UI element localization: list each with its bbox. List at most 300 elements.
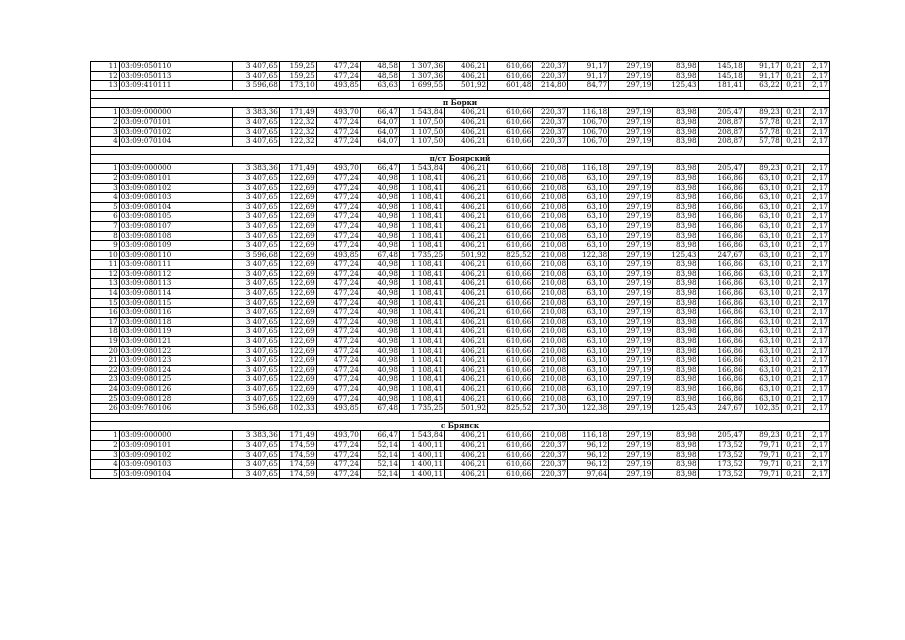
value-cell: 1 543,84 (399, 164, 444, 174)
value-cell: 67,48 (360, 250, 399, 260)
value-cell: 79,71 (744, 450, 781, 460)
value-cell: 0,21 (781, 269, 804, 279)
value-cell: 83,98 (653, 212, 698, 222)
value-cell: 63,22 (744, 81, 781, 91)
value-cell: 173,52 (698, 450, 744, 460)
cadastral-code: 03:09:080128 (119, 394, 232, 404)
table-row (91, 337, 830, 347)
value-cell: 610,66 (488, 337, 533, 347)
value-cell: 1 543,84 (399, 431, 444, 441)
row-number: 3 (91, 127, 120, 137)
value-cell: 1 108,41 (399, 308, 444, 318)
value-cell: 406,21 (445, 117, 488, 127)
table-row (91, 81, 830, 91)
value-cell: 477,24 (316, 460, 360, 470)
value-cell: 63,10 (568, 308, 609, 318)
value-cell: 610,66 (488, 127, 533, 137)
value-cell: 493,70 (316, 431, 360, 441)
value-cell: 297,19 (609, 469, 653, 479)
value-cell: 40,98 (360, 212, 399, 222)
value-cell: 122,69 (279, 317, 316, 327)
value-cell: 1 107,50 (399, 117, 444, 127)
value-cell: 501,92 (445, 250, 488, 260)
table-row (91, 317, 830, 327)
value-cell: 208,87 (698, 127, 744, 137)
value-cell: 40,98 (360, 365, 399, 375)
value-cell: 48,58 (360, 62, 399, 72)
value-cell: 0,21 (781, 164, 804, 174)
value-cell: 122,69 (279, 279, 316, 289)
value-cell: 173,52 (698, 440, 744, 450)
value-cell: 477,24 (316, 469, 360, 479)
value-cell: 63,10 (568, 375, 609, 385)
value-cell: 610,66 (488, 356, 533, 366)
row-number: 15 (91, 298, 120, 308)
value-cell: 3 407,65 (232, 71, 279, 81)
value-cell: 610,66 (488, 327, 533, 337)
value-cell: 83,98 (653, 279, 698, 289)
value-cell: 2,17 (804, 327, 830, 337)
value-cell: 83,98 (653, 385, 698, 395)
value-cell: 220,37 (533, 108, 568, 118)
value-cell: 1 108,41 (399, 394, 444, 404)
value-cell: 477,24 (316, 193, 360, 203)
value-cell: 210,08 (533, 231, 568, 241)
value-cell: 0,21 (781, 431, 804, 441)
value-cell: 166,86 (698, 337, 744, 347)
value-cell: 297,19 (609, 108, 653, 118)
value-cell: 96,12 (568, 450, 609, 460)
value-cell: 122,69 (279, 241, 316, 251)
cadastral-code: 03:09:080103 (119, 193, 232, 203)
value-cell: 40,98 (360, 356, 399, 366)
value-cell: 83,98 (653, 440, 698, 450)
value-cell: 166,86 (698, 394, 744, 404)
value-cell: 83,98 (653, 221, 698, 231)
table-row (91, 394, 830, 404)
value-cell: 477,24 (316, 183, 360, 193)
value-cell: 166,86 (698, 289, 744, 299)
value-cell: 406,21 (445, 212, 488, 222)
value-cell: 406,21 (445, 469, 488, 479)
value-cell: 63,10 (744, 317, 781, 327)
value-cell: 2,17 (804, 127, 830, 137)
value-cell: 493,85 (316, 81, 360, 91)
value-cell: 1 307,36 (399, 71, 444, 81)
cadastral-code: 03:09:080118 (119, 317, 232, 327)
value-cell: 63,10 (568, 193, 609, 203)
value-cell: 63,10 (744, 337, 781, 347)
value-cell: 297,19 (609, 337, 653, 347)
value-cell: 610,66 (488, 202, 533, 212)
value-cell: 63,10 (568, 394, 609, 404)
value-cell: 610,66 (488, 440, 533, 450)
value-cell: 406,21 (445, 108, 488, 118)
value-cell: 297,19 (609, 117, 653, 127)
value-cell: 63,10 (744, 394, 781, 404)
table-row (91, 193, 830, 203)
value-cell: 122,69 (279, 308, 316, 318)
table-row (91, 308, 830, 318)
value-cell: 477,24 (316, 337, 360, 347)
value-cell: 1 108,41 (399, 173, 444, 183)
value-cell: 166,86 (698, 202, 744, 212)
value-cell: 406,21 (445, 337, 488, 347)
value-cell: 0,21 (781, 440, 804, 450)
value-cell: 0,21 (781, 394, 804, 404)
value-cell: 40,98 (360, 202, 399, 212)
value-cell: 3 407,65 (232, 231, 279, 241)
value-cell: 166,86 (698, 279, 744, 289)
value-cell: 0,21 (781, 193, 804, 203)
value-cell: 610,66 (488, 173, 533, 183)
value-cell: 210,08 (533, 269, 568, 279)
value-cell: 83,98 (653, 173, 698, 183)
value-cell: 406,21 (445, 327, 488, 337)
value-cell: 2,17 (804, 460, 830, 470)
cadastral-code: 03:09:080121 (119, 337, 232, 347)
table-row (91, 327, 830, 337)
value-cell: 406,21 (445, 440, 488, 450)
value-cell: 477,24 (316, 289, 360, 299)
value-cell: 166,86 (698, 375, 744, 385)
value-cell: 2,17 (804, 269, 830, 279)
row-number: 3 (91, 183, 120, 193)
value-cell: 1 108,41 (399, 221, 444, 231)
row-number: 3 (91, 450, 120, 460)
value-cell: 3 407,65 (232, 346, 279, 356)
value-cell: 406,21 (445, 460, 488, 470)
value-cell: 52,14 (360, 450, 399, 460)
blank-cell (91, 413, 830, 421)
value-cell: 297,19 (609, 212, 653, 222)
value-cell: 406,21 (445, 231, 488, 241)
cadastral-code: 03:09:080123 (119, 356, 232, 366)
value-cell: 0,21 (781, 289, 804, 299)
value-cell: 63,10 (744, 269, 781, 279)
value-cell: 297,19 (609, 356, 653, 366)
value-cell: 122,69 (279, 289, 316, 299)
value-cell: 1 108,41 (399, 212, 444, 222)
value-cell: 477,24 (316, 298, 360, 308)
value-cell: 297,19 (609, 62, 653, 72)
value-cell: 1 400,11 (399, 440, 444, 450)
value-cell: 3 407,65 (232, 375, 279, 385)
value-cell: 297,19 (609, 431, 653, 441)
value-cell: 3 407,65 (232, 279, 279, 289)
table-row (91, 289, 830, 299)
value-cell: 63,10 (744, 241, 781, 251)
section-header-row (91, 421, 830, 431)
value-cell: 1 307,36 (399, 62, 444, 72)
value-cell: 83,98 (653, 394, 698, 404)
value-cell: 210,08 (533, 164, 568, 174)
value-cell: 210,08 (533, 212, 568, 222)
value-cell: 210,08 (533, 193, 568, 203)
value-cell: 40,98 (360, 337, 399, 347)
value-cell: 493,85 (316, 250, 360, 260)
table-row (91, 183, 830, 193)
value-cell: 40,98 (360, 231, 399, 241)
value-cell: 297,19 (609, 289, 653, 299)
value-cell: 477,24 (316, 346, 360, 356)
blank-cell (91, 146, 830, 154)
value-cell: 210,08 (533, 241, 568, 251)
value-cell: 40,98 (360, 183, 399, 193)
value-cell: 297,19 (609, 385, 653, 395)
value-cell: 83,98 (653, 71, 698, 81)
cadastral-code: 03:09:080104 (119, 202, 232, 212)
blank-cell (91, 90, 830, 98)
value-cell: 297,19 (609, 137, 653, 147)
value-cell: 63,10 (568, 289, 609, 299)
value-cell: 102,33 (279, 404, 316, 414)
value-cell: 3 407,65 (232, 183, 279, 193)
value-cell: 406,21 (445, 71, 488, 81)
value-cell: 181,41 (698, 81, 744, 91)
table-row (91, 212, 830, 222)
value-cell: 122,69 (279, 231, 316, 241)
value-cell: 64,07 (360, 137, 399, 147)
value-cell: 0,21 (781, 202, 804, 212)
value-cell: 610,66 (488, 317, 533, 327)
cadastral-code: 03:09:000000 (119, 164, 232, 174)
row-number: 1 (91, 108, 120, 118)
value-cell: 89,23 (744, 164, 781, 174)
value-cell: 477,24 (316, 394, 360, 404)
value-cell: 63,10 (568, 346, 609, 356)
value-cell: 220,37 (533, 460, 568, 470)
value-cell: 0,21 (781, 183, 804, 193)
value-cell: 0,21 (781, 460, 804, 470)
value-cell: 122,32 (279, 127, 316, 137)
value-cell: 2,17 (804, 431, 830, 441)
value-cell: 477,24 (316, 137, 360, 147)
section-title: п Борки (91, 98, 830, 108)
value-cell: 63,10 (744, 298, 781, 308)
table-row (91, 231, 830, 241)
value-cell: 1 543,84 (399, 108, 444, 118)
value-cell: 1 108,41 (399, 241, 444, 251)
value-cell: 1 735,25 (399, 404, 444, 414)
cadastral-code: 03:09:050110 (119, 62, 232, 72)
value-cell: 171,49 (279, 164, 316, 174)
value-cell: 406,21 (445, 137, 488, 147)
value-cell: 83,98 (653, 202, 698, 212)
value-cell: 83,98 (653, 108, 698, 118)
table-row (91, 117, 830, 127)
value-cell: 1 108,41 (399, 365, 444, 375)
value-cell: 66,47 (360, 431, 399, 441)
cadastral-code: 03:09:080115 (119, 298, 232, 308)
row-number: 4 (91, 193, 120, 203)
value-cell: 0,21 (781, 337, 804, 347)
value-cell: 297,19 (609, 346, 653, 356)
value-cell: 610,66 (488, 164, 533, 174)
value-cell: 166,86 (698, 221, 744, 231)
value-cell: 2,17 (804, 212, 830, 222)
value-cell: 3 407,65 (232, 460, 279, 470)
value-cell: 3 407,65 (232, 385, 279, 395)
value-cell: 0,21 (781, 356, 804, 366)
value-cell: 122,69 (279, 356, 316, 366)
value-cell: 91,17 (744, 71, 781, 81)
value-cell: 1 108,41 (399, 289, 444, 299)
value-cell: 1 108,41 (399, 327, 444, 337)
value-cell: 0,21 (781, 137, 804, 147)
value-cell: 166,86 (698, 356, 744, 366)
value-cell: 2,17 (804, 183, 830, 193)
value-cell: 57,78 (744, 127, 781, 137)
value-cell: 297,19 (609, 308, 653, 318)
value-cell: 477,24 (316, 260, 360, 270)
value-cell: 63,10 (568, 317, 609, 327)
value-cell: 3 407,65 (232, 173, 279, 183)
value-cell: 610,66 (488, 221, 533, 231)
value-cell: 297,19 (609, 173, 653, 183)
cadastral-code: 03:09:070102 (119, 127, 232, 137)
value-cell: 297,19 (609, 231, 653, 241)
cadastral-code: 03:09:080114 (119, 289, 232, 299)
value-cell: 57,78 (744, 117, 781, 127)
value-cell: 3 407,65 (232, 337, 279, 347)
value-cell: 610,66 (488, 365, 533, 375)
value-cell: 220,37 (533, 71, 568, 81)
tariff-table (90, 61, 830, 479)
value-cell: 91,17 (744, 62, 781, 72)
value-cell: 2,17 (804, 404, 830, 414)
value-cell: 477,24 (316, 202, 360, 212)
value-cell: 406,21 (445, 289, 488, 299)
value-cell: 125,43 (653, 81, 698, 91)
value-cell: 83,98 (653, 308, 698, 318)
value-cell: 0,21 (781, 260, 804, 270)
value-cell: 1 400,11 (399, 460, 444, 470)
value-cell: 1 108,41 (399, 260, 444, 270)
cadastral-code: 03:09:080124 (119, 365, 232, 375)
value-cell: 477,24 (316, 356, 360, 366)
value-cell: 205,47 (698, 164, 744, 174)
value-cell: 220,37 (533, 137, 568, 147)
value-cell: 171,49 (279, 108, 316, 118)
value-cell: 1 108,41 (399, 279, 444, 289)
value-cell: 122,69 (279, 202, 316, 212)
value-cell: 63,10 (568, 337, 609, 347)
value-cell: 493,70 (316, 164, 360, 174)
value-cell: 40,98 (360, 298, 399, 308)
value-cell: 3 407,65 (232, 269, 279, 279)
row-number: 10 (91, 250, 120, 260)
value-cell: 0,21 (781, 308, 804, 318)
value-cell: 406,21 (445, 431, 488, 441)
table-row (91, 298, 830, 308)
value-cell: 40,98 (360, 193, 399, 203)
value-cell: 66,47 (360, 164, 399, 174)
value-cell: 220,37 (533, 62, 568, 72)
value-cell: 83,98 (653, 137, 698, 147)
value-cell: 63,10 (568, 183, 609, 193)
value-cell: 83,98 (653, 62, 698, 72)
value-cell: 297,19 (609, 279, 653, 289)
value-cell: 610,66 (488, 241, 533, 251)
value-cell: 610,66 (488, 469, 533, 479)
value-cell: 83,98 (653, 346, 698, 356)
value-cell: 166,86 (698, 269, 744, 279)
row-number: 25 (91, 394, 120, 404)
value-cell: 3 407,65 (232, 127, 279, 137)
value-cell: 3 596,68 (232, 250, 279, 260)
value-cell: 297,19 (609, 71, 653, 81)
value-cell: 210,08 (533, 202, 568, 212)
value-cell: 0,21 (781, 279, 804, 289)
value-cell: 0,21 (781, 375, 804, 385)
value-cell: 0,21 (781, 385, 804, 395)
value-cell: 297,19 (609, 202, 653, 212)
value-cell: 297,19 (609, 450, 653, 460)
value-cell: 406,21 (445, 269, 488, 279)
value-cell: 122,38 (568, 250, 609, 260)
value-cell: 66,47 (360, 108, 399, 118)
value-cell: 67,48 (360, 404, 399, 414)
value-cell: 1 107,50 (399, 127, 444, 137)
value-cell: 610,66 (488, 71, 533, 81)
value-cell: 297,19 (609, 394, 653, 404)
value-cell: 610,66 (488, 137, 533, 147)
value-cell: 83,98 (653, 289, 698, 299)
value-cell: 63,10 (568, 385, 609, 395)
value-cell: 210,08 (533, 250, 568, 260)
value-cell: 477,24 (316, 62, 360, 72)
cadastral-code: 03:09:080122 (119, 346, 232, 356)
cadastral-code: 03:09:090101 (119, 440, 232, 450)
value-cell: 406,21 (445, 127, 488, 137)
value-cell: 297,19 (609, 440, 653, 450)
value-cell: 610,66 (488, 346, 533, 356)
value-cell: 63,10 (568, 231, 609, 241)
table-row (91, 440, 830, 450)
value-cell: 63,10 (744, 346, 781, 356)
value-cell: 406,21 (445, 164, 488, 174)
row-number: 13 (91, 279, 120, 289)
value-cell: 89,23 (744, 431, 781, 441)
value-cell: 63,10 (744, 289, 781, 299)
value-cell: 610,66 (488, 183, 533, 193)
value-cell: 63,10 (744, 308, 781, 318)
value-cell: 145,18 (698, 71, 744, 81)
value-cell: 83,98 (653, 260, 698, 270)
value-cell: 63,10 (568, 356, 609, 366)
cadastral-code: 03:09:000000 (119, 431, 232, 441)
value-cell: 0,21 (781, 365, 804, 375)
value-cell: 79,71 (744, 460, 781, 470)
value-cell: 610,66 (488, 279, 533, 289)
value-cell: 83,98 (653, 127, 698, 137)
value-cell: 174,59 (279, 469, 316, 479)
value-cell: 83,98 (653, 356, 698, 366)
value-cell: 477,24 (316, 71, 360, 81)
value-cell: 173,10 (279, 81, 316, 91)
value-cell: 122,69 (279, 298, 316, 308)
value-cell: 210,08 (533, 356, 568, 366)
value-cell: 297,19 (609, 241, 653, 251)
value-cell: 3 407,65 (232, 289, 279, 299)
value-cell: 477,24 (316, 221, 360, 231)
value-cell: 2,17 (804, 337, 830, 347)
value-cell: 406,21 (445, 450, 488, 460)
value-cell: 1 699,55 (399, 81, 444, 91)
row-number: 6 (91, 212, 120, 222)
value-cell: 63,10 (568, 241, 609, 251)
